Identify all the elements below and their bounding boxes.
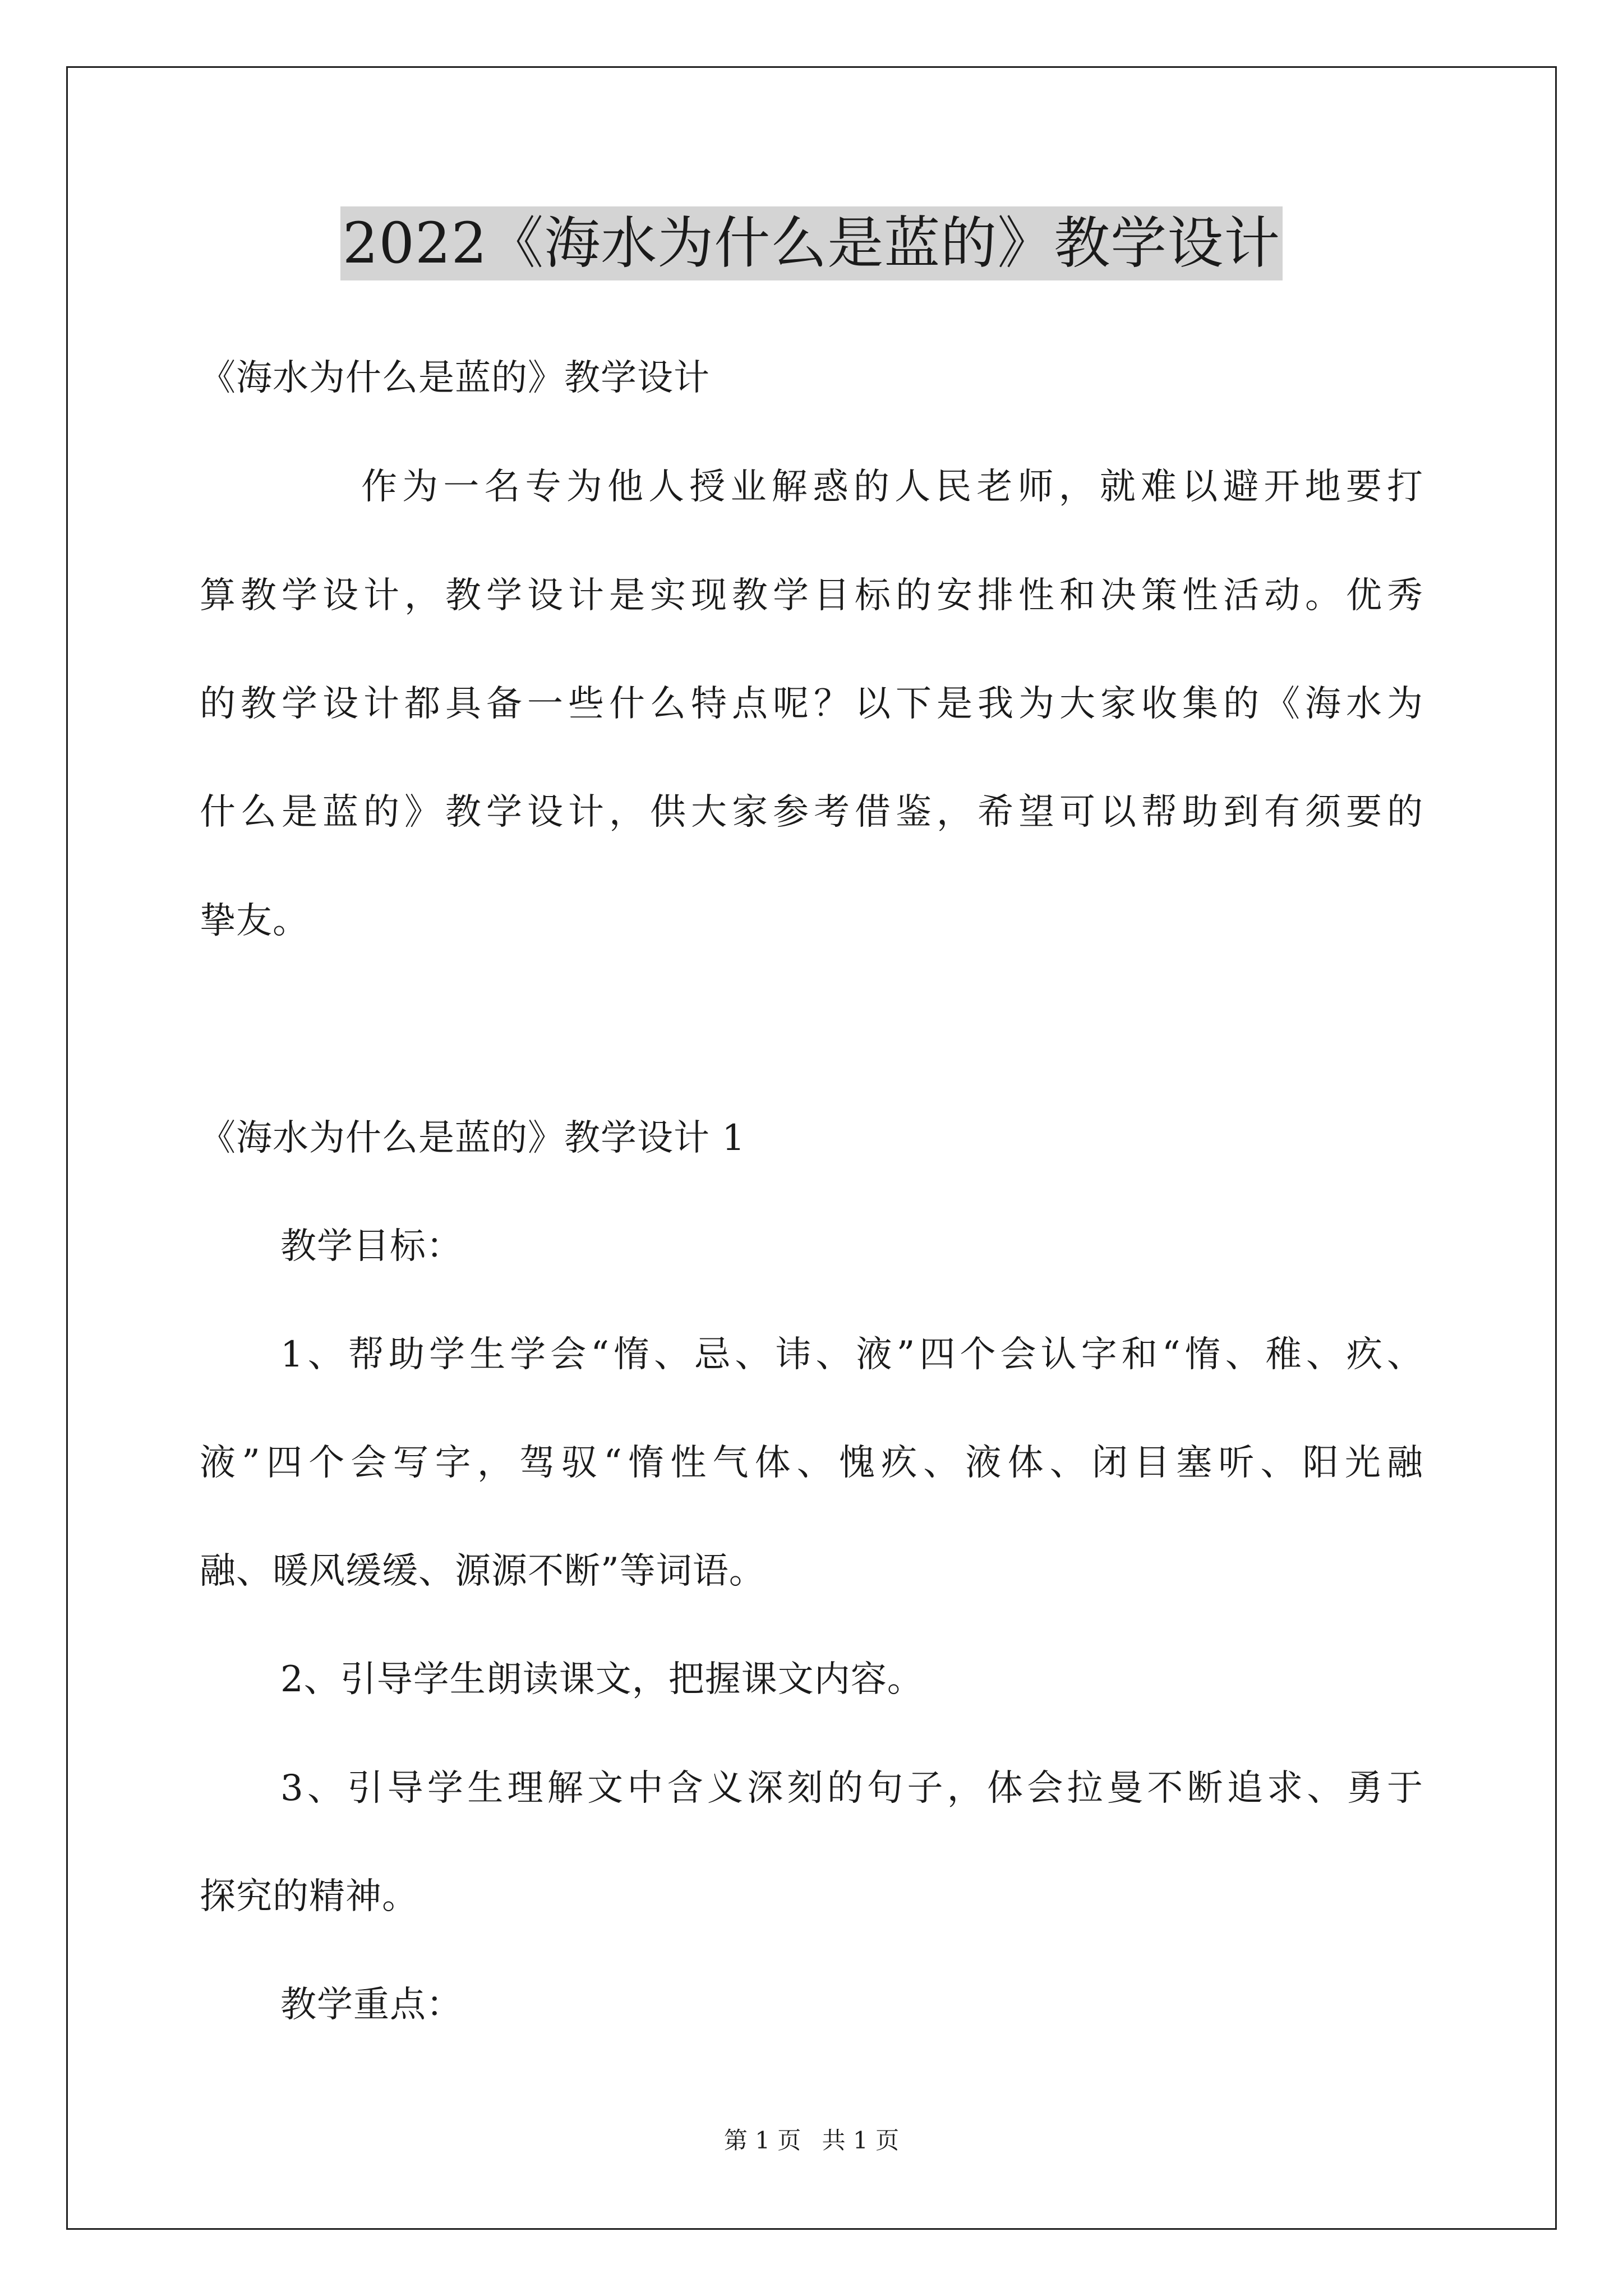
objective-1-line-3: 融、暖风缓缓、源源不断”等词语。	[200, 1550, 766, 1592]
page-footer	[0, 2125, 1623, 2156]
intro-line-2: 算教学设计，教学设计是实现教学目标的安排性和决策性活动。优秀	[200, 575, 1423, 616]
document-title: 2022《海水为什么是蓝的》教学设计	[340, 206, 1283, 280]
section-heading: 《海水为什么是蓝的》教学设计 1	[200, 1117, 746, 1159]
objective-3-line-2: 探究的精神。	[200, 1876, 418, 1917]
document-subtitle: 《海水为什么是蓝的》教学设计	[200, 357, 710, 399]
objective-1-line-2: 液”四个会写字，驾驭“惰性气体、愧疚、液体、闭目塞听、阳光融	[200, 1442, 1423, 1484]
objectives-heading: 教学目标：	[280, 1226, 463, 1267]
intro-line-4: 什么是蓝的》教学设计，供大家参考借鉴，希望可以帮助到有须要的	[200, 792, 1423, 833]
intro-line-3: 的教学设计都具备一些什么特点呢？以下是我为大家收集的《海水为	[200, 683, 1423, 725]
objective-3-line-1: 3、引导学生理解文中含义深刻的句子，体会拉曼不断追求、勇于	[280, 1768, 1423, 1809]
page-total: 共 1 页	[822, 2127, 900, 2154]
title-container	[0, 206, 1623, 280]
objective-1-line-1: 1、帮助学生学会“惰、忌、讳、液”四个会认字和“惰、稚、疚、	[280, 1334, 1423, 1375]
intro-line-1: 作为一名专为他人授业解惑的人民老师，就难以避开地要打	[361, 466, 1423, 508]
objective-2: 2、引导学生朗读课文，把握课文内容。	[280, 1659, 924, 1700]
key-points-heading: 教学重点：	[280, 1984, 463, 2026]
intro-line-5: 挚友。	[200, 900, 309, 942]
page-number: 第 1 页	[723, 2127, 801, 2154]
